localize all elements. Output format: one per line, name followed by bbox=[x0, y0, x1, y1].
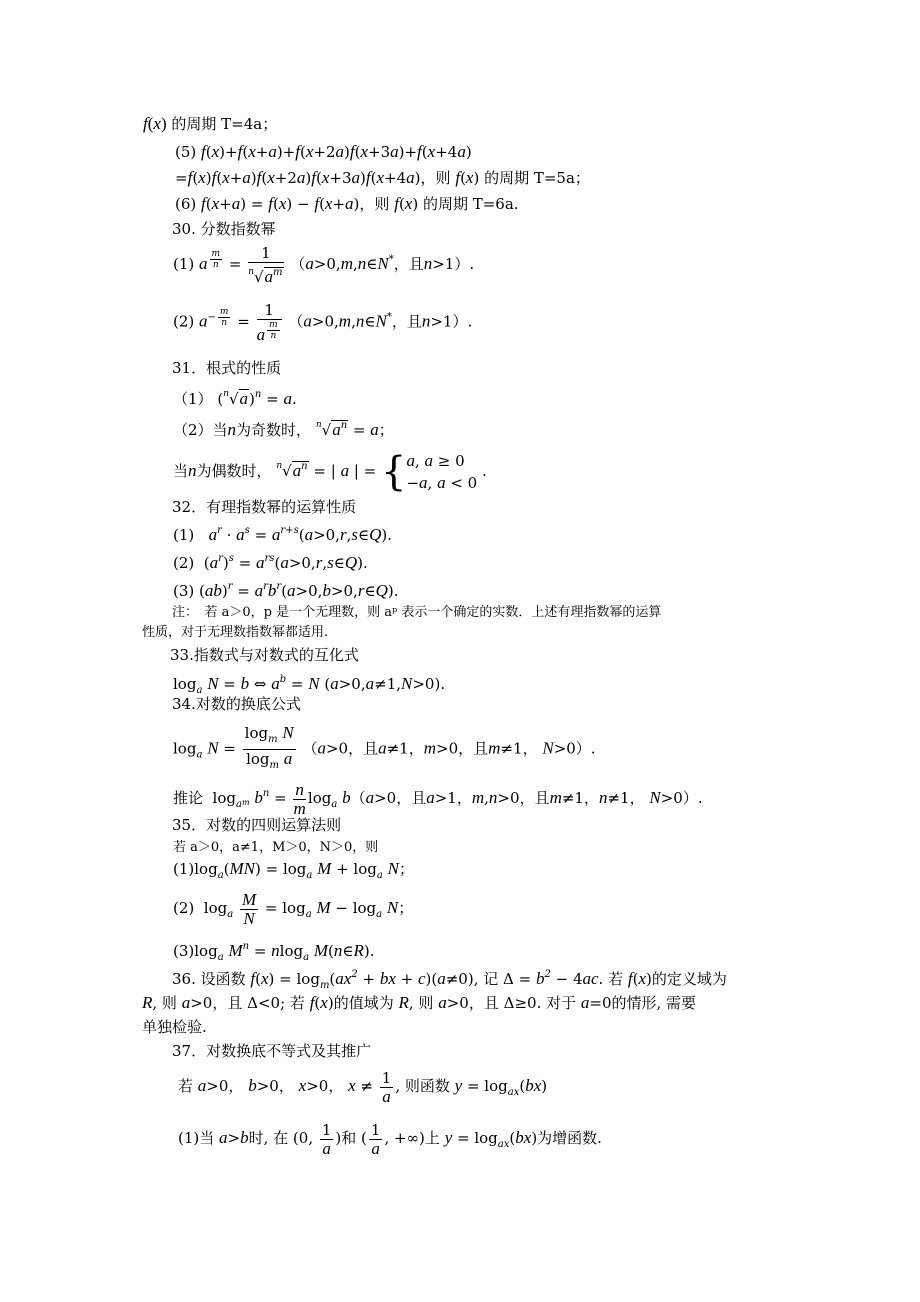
item-label: (3) bbox=[173, 942, 195, 960]
text: (1)当 bbox=[178, 1129, 215, 1147]
period-t5a-line-2: =f(x)f(x+a)f(x+2a)f(x+3a)f(x+4a)，则 f(x) 的周期 T=5a； bbox=[175, 168, 590, 187]
s37-line-2: (1)当 a>b时, 在 (0, $\frac{1}{a}$ )和 ( $\frac{1}{a}$ , +∞)上 $y = \log_{ax}(bx)$为增函数. bbox=[178, 1120, 602, 1158]
text: 的情形, 需要 bbox=[611, 994, 697, 1012]
text: ， bbox=[408, 739, 424, 758]
text: ，则 bbox=[359, 195, 390, 213]
section-33-title: 33.指数式与对数式的互化式 bbox=[170, 646, 359, 664]
text: . 若 bbox=[598, 970, 624, 988]
text: 的周期 T=5a； bbox=[484, 169, 590, 187]
text: 的定义域为 bbox=[651, 970, 727, 988]
text: 的周期 T=6a. bbox=[422, 195, 519, 213]
s32-formula-2: (2) $(a^r)^s$ = $a^{rs}(a>0,r,s\in Q)$. bbox=[173, 553, 368, 572]
s34-formula-1: $\log_a N$ = $\frac{\log_m N}{\log_m a}$ （a>0，且a≠1，m>0，且m≠1， N>0）. bbox=[173, 723, 596, 771]
item-label: (1) bbox=[173, 860, 195, 878]
text: ，且 bbox=[393, 255, 424, 273]
item-label: (6) bbox=[175, 195, 197, 213]
period-t5a-line-1: (5) f(x)+f(x+a)+f(x+2a)f(x+3a)+f(x+4a) bbox=[175, 142, 472, 161]
s35-formula-1: $(1)\log_a(MN) = \log_a M + \log_a N$； bbox=[173, 859, 414, 881]
s36-line-2: R, 则 a>0，且 Δ<0; 若 f(x)的值域为 R, 则 a>0，且 Δ≥0. 对于 a=0的情形, 需要 bbox=[142, 993, 697, 1012]
item-label: (2) bbox=[173, 554, 195, 572]
text: 和 bbox=[341, 1129, 357, 1147]
item-label: (1) bbox=[173, 255, 195, 273]
text: 时, 在 bbox=[248, 1129, 289, 1147]
text: 的周期 T=4a； bbox=[171, 115, 278, 133]
text: ，且 bbox=[396, 789, 427, 807]
section-30-title: 30. 分数指数幂 bbox=[172, 220, 276, 238]
text: 为增函数. bbox=[537, 1129, 602, 1147]
text: 的值域为 bbox=[333, 994, 394, 1012]
text: ，且 bbox=[391, 312, 422, 331]
s32-formula-1: (1) $a^r \cdot a^s$ = $a^{r+s}(a>0,r,s\in Q)$. bbox=[173, 525, 392, 544]
item-label: （1） bbox=[173, 390, 213, 408]
s34-formula-2: 推论 $\log_{a^m} b^n$ = $\frac{n}{m}$ $\log_a b(a>0$，且a>1，m,n>0，且m≠1，n≠1， N>0）. bbox=[173, 779, 703, 818]
section-32-title: 32．有理指数幂的运算性质 bbox=[172, 498, 357, 516]
text: 为奇数时， bbox=[236, 421, 312, 439]
text: （2）当 bbox=[173, 421, 228, 439]
s31-formula-3: 当n为偶数时， $^n√a^n$ = | a | = { a, a ≥ 0 −a, a < 0 . bbox=[173, 449, 487, 495]
text: ，且 bbox=[519, 789, 550, 807]
s32-note-line-2: 性质，对于无理数指数幂都适用. bbox=[142, 625, 329, 640]
text: ，且 bbox=[468, 994, 499, 1012]
s37-line-1: 若 a>0， b>0， x>0， x ≠ $\frac{1}{a}$ , 则函数 $y = \log_{ax}(bx)$ bbox=[178, 1068, 548, 1106]
s30-formula-2: (2) $a^{- \frac{m}{n}}$ = 1 a $^{\frac{m}{n}}$ （a>0,m,n∈N*，且n>1）. bbox=[173, 301, 473, 344]
text: 36. 设函数 bbox=[172, 970, 246, 988]
s35-condition: 若 a＞0，a≠1，M＞0，N＞0，则 bbox=[173, 840, 379, 855]
period-t4a-line: f(x) 的周期 T=4a； bbox=[143, 114, 278, 133]
s30-formula-1: (1) a $^{\frac{m}{n}}$ = $\frac{1}{^n√a^m}$ （a>0,m,n∈N*，且n>1）. bbox=[173, 244, 475, 286]
section-31-title: 31．根式的性质 bbox=[172, 359, 282, 377]
s33-formula: $\log_a N = b$ ⇔ $a^b = N$ (a>0,a≠1,N>0). bbox=[173, 674, 446, 696]
text: ， bbox=[328, 1077, 344, 1095]
item-label: (2) bbox=[173, 312, 195, 331]
text: 为偶数时， bbox=[196, 462, 272, 480]
s36-line-1: 36. 设函数 $f(x) = \log_m(ax^2$ + bx + c)(a≠0), 记 $\Delta = b^2 - 4ac$. 若 f(x)的定义域为 bbox=[172, 969, 727, 991]
text: , 则函数 bbox=[395, 1077, 450, 1095]
item-label: (1) bbox=[173, 526, 195, 544]
s36-line-3: 单独检验. bbox=[142, 1018, 207, 1036]
s32-note-line-1: 注： 若 a＞0，p 是一个无理数，则 aᵖ 表示一个确定的实数．上述有理指数幂的运算 bbox=[172, 605, 662, 620]
text: 若 bbox=[178, 1077, 194, 1095]
text: ，且 bbox=[348, 739, 379, 758]
period-t6a-line: (6) f(x+a) = f(x) − f(x+a)，则 f(x) 的周期 T=6a. bbox=[175, 194, 519, 213]
s35-formula-3: $(3)\log_a$ $M^n = nlog_a$ M(n∈R). bbox=[173, 941, 375, 963]
text: 推论 bbox=[173, 789, 204, 807]
section-37-title: 37．对数换底不等式及其推广 bbox=[172, 1042, 372, 1060]
text: ; 若 bbox=[280, 994, 305, 1012]
item-label: (3) bbox=[173, 582, 195, 600]
s35-formula-2: (2) $\log_a$ $\frac{M}{N}$ = $\log_a M - \log_a N$； bbox=[173, 889, 414, 928]
text: . 对于 bbox=[536, 994, 577, 1012]
text: ，且 bbox=[212, 994, 243, 1012]
text: ， bbox=[228, 1077, 244, 1095]
text: , 则 bbox=[152, 994, 177, 1012]
s32-formula-3: (3) $(ab)^r = a^rb^r(a>0,b>0,r\in Q)$. bbox=[173, 581, 399, 600]
s31-formula-2: （2）当n为奇数时， $^n√a^n = a$； bbox=[173, 420, 394, 439]
item-label: (5) bbox=[175, 143, 197, 161]
s31-formula-1: （1） $(^n√a)^n = a$. bbox=[173, 389, 297, 408]
text: ，且 bbox=[458, 739, 489, 758]
section-35-title: 35．对数的四则运算法则 bbox=[172, 816, 342, 834]
text: 上 bbox=[424, 1129, 440, 1147]
text: ，则 bbox=[420, 169, 451, 187]
section-34-title: 34.对数的换底公式 bbox=[172, 695, 301, 713]
item-label: (2) bbox=[173, 899, 195, 917]
text: ， bbox=[278, 1077, 294, 1095]
text: , 记 bbox=[473, 970, 499, 988]
text: 当 bbox=[173, 462, 189, 480]
text: , 则 bbox=[408, 994, 434, 1012]
